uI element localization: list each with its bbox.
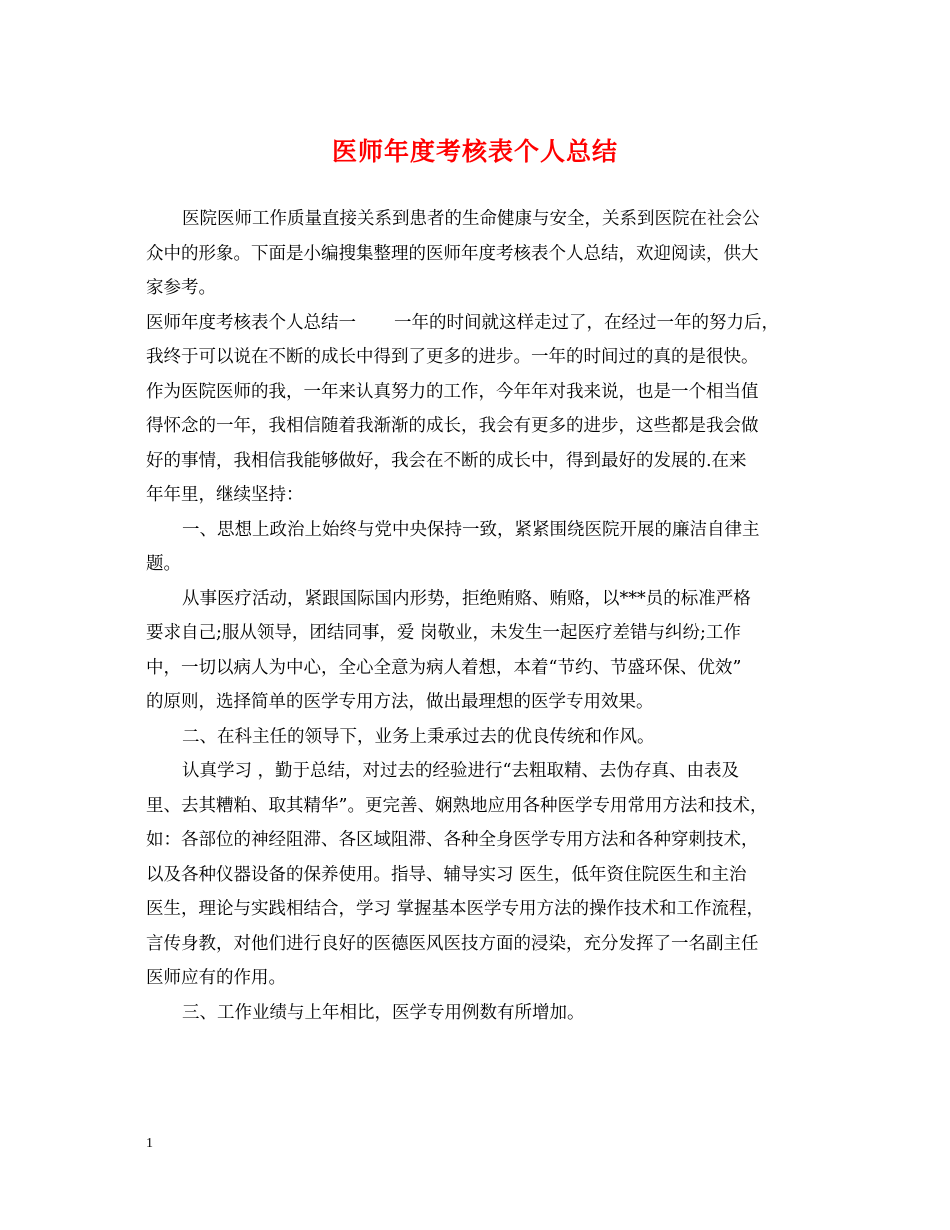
text-line: 从事医疗活动，紧跟国际国内形势，拒绝贿赂、贿赂，以***员的标准严格 (182, 588, 751, 609)
text-line (146, 306, 811, 341)
text-line: 三、工作业绩与上年相比，医学专用例数有所增加。 (182, 1002, 585, 1023)
text-line: 题。 (146, 554, 181, 574)
text-line: 年年里，继续坚持： (146, 485, 304, 505)
text-line: 里、去其糟粕、取其精华”。更完善、娴熟地应用各种医学专用常用方法和技术， (146, 795, 768, 816)
text-line: 要求自己;服从领导，团结同事，爱 岗敬业，未发生一起医疗差错与纠纷;工作 (146, 623, 741, 643)
text-line: 以及各种仪器设备的保养使用。指导、辅导实习 医生，低年资住院医生和主治 (146, 864, 747, 885)
text-line: 一、思想上政治上始终与党中央保持一致，紧紧围绕医院开展的廉洁自律主 (182, 519, 760, 540)
text-line: 家参考。 (146, 278, 216, 298)
text-line: 医生，理论与实践相结合，学习 掌握基本医学专用方法的操作技术和工作流程， (146, 899, 765, 919)
text-line: 众中的形象。下面是小编搜集整理的医师年度考核表个人总结，欢迎阅读，供大 (146, 243, 759, 264)
section-heading: 医师年度考核表个人总结一 (146, 312, 356, 333)
text-line: 认真学习 ，勤于总结，对过去的经验进行“去粗取精、去伪存真、由表及 (182, 761, 740, 781)
text-line: 我终于可以说在不断的成长中得到了更多的进步。一年的时间过的真的是很快。 (146, 347, 759, 367)
text-line: 得怀念的一年，我相信随着我渐渐的成长，我会有更多的进步，这些都是我会做 (146, 416, 759, 436)
document-body (146, 202, 811, 1030)
text-segment: 一年的时间就这样走过了，在经过一年的努力后， (394, 312, 779, 333)
text-line: 言传身教，对他们进行良好的医德医风医技方面的浸染，充分发挥了一名副主任 (146, 933, 759, 954)
text-line: 好的事情，我相信我能够做好，我会在不断的成长中，得到最好的发展的.在来 (146, 450, 747, 471)
text-line: 医师应有的作用。 (146, 968, 286, 988)
document-title: 医师年度考核表个人总结 (331, 137, 618, 166)
text-line: 中，一切以病人为中心，全心全意为病人着想，本着“节约、节盛环保、优效” (146, 657, 742, 678)
text-line: 二、在科主任的领导下，业务上秉承过去的优良传统和作风。 (182, 726, 655, 747)
text-line: 医院医师工作质量直接关系到患者的生命健康与安全，关系到医院在社会公 (182, 209, 760, 229)
text-line: 如：各部位的神经阻滞、各区域阻滞、各种全身医学专用方法和各种穿刺技术， (146, 830, 759, 850)
text-line: 的原则，选择简单的医学专用方法，做出最理想的医学专用效果。 (146, 692, 654, 712)
text-line: 作为医院医师的我，一年来认真努力的工作，今年年对我来说，也是一个相当值 (146, 381, 759, 402)
page-number: 1 (146, 1136, 153, 1151)
